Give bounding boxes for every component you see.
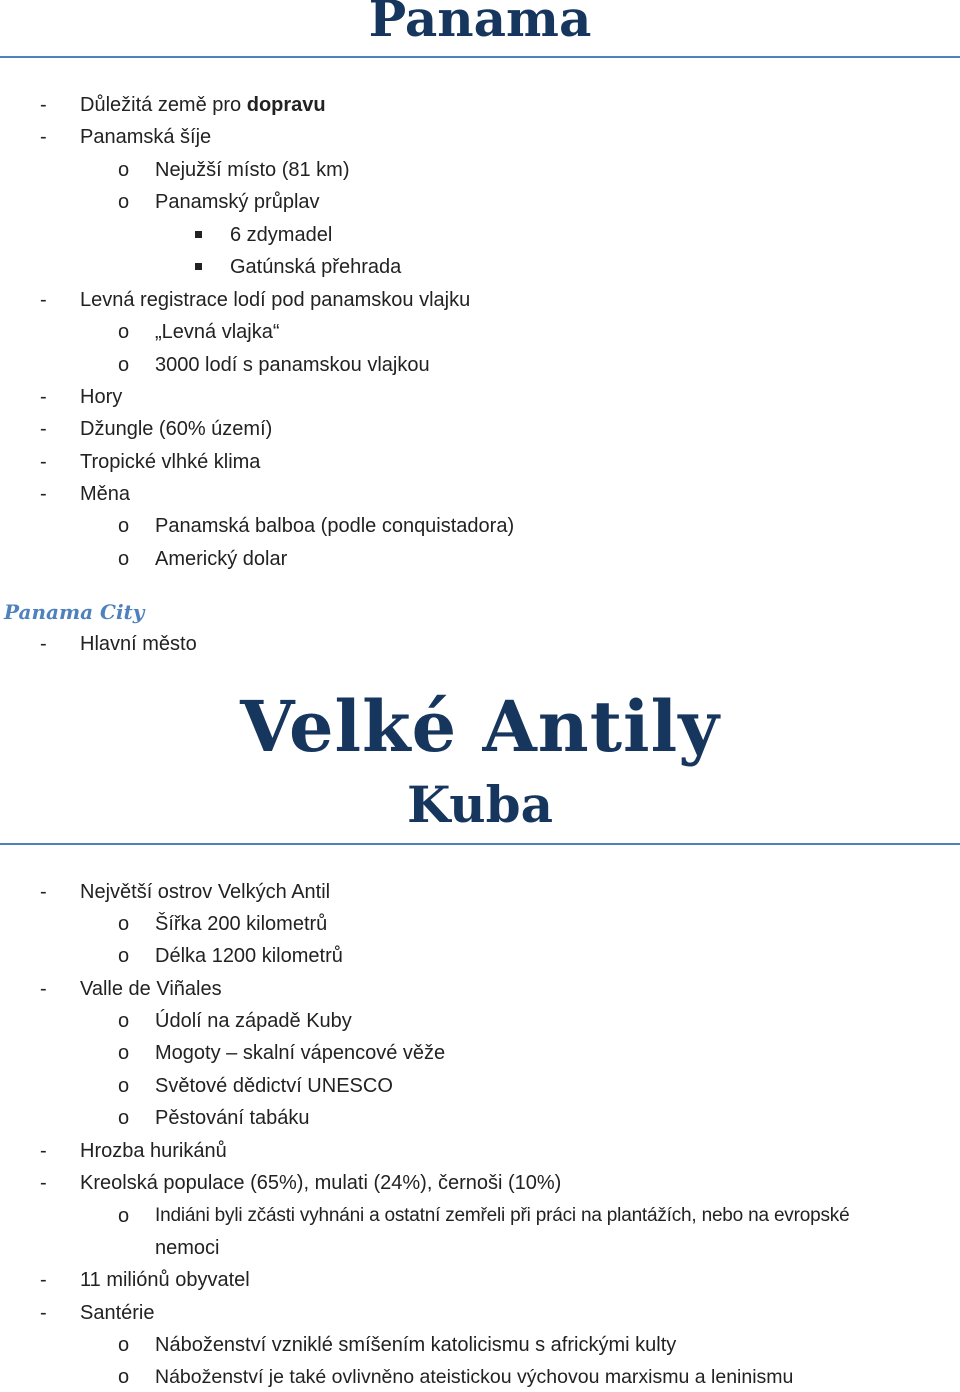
- list-item-text: nemoci: [155, 1237, 220, 1259]
- title-underline: [0, 56, 960, 58]
- list-item-text: Indiáni byli zčásti vyhnáni a ostatní zemřeli při práci na plantážích, nebo na evropské: [155, 1205, 850, 1226]
- section-subheading: Panama City: [4, 600, 145, 624]
- circle-bullet: o: [118, 913, 130, 935]
- circle-bullet: o: [118, 354, 130, 376]
- circle-bullet: o: [118, 548, 130, 570]
- list-item-text: Džungle (60% území): [80, 418, 273, 440]
- list-item-text: Kreolská populace (65%), mulati (24%), černoši (10%): [80, 1172, 562, 1194]
- circle-bullet: o: [118, 1010, 130, 1032]
- dash-bullet: -: [40, 633, 47, 655]
- list-item-text: Panamský průplav: [155, 191, 320, 213]
- circle-bullet: o: [118, 1107, 130, 1129]
- circle-bullet: o: [118, 1366, 130, 1388]
- list-item-text: Panamská šíje: [80, 126, 212, 148]
- list-item-text: Hrozba hurikánů: [80, 1140, 227, 1162]
- list-item-text: Náboženství je také ovlivněno ateistickou výchovou marxismu a leninismu: [155, 1366, 794, 1388]
- circle-bullet: o: [118, 515, 130, 537]
- list-item-text: Levná registrace lodí pod panamskou vlajku: [80, 289, 471, 311]
- dash-bullet: -: [40, 1269, 47, 1291]
- list-item-text: Gatúnská přehrada: [230, 256, 402, 278]
- list-item-text: 6 zdymadel: [230, 224, 333, 246]
- circle-bullet: o: [118, 159, 130, 181]
- dash-bullet: -: [40, 483, 47, 505]
- dash-bullet: -: [40, 418, 47, 440]
- list-item-text: Santérie: [80, 1302, 155, 1324]
- list-item-text: Panamská balboa (podle conquistadora): [155, 515, 515, 537]
- list-item-text: Hlavní město: [80, 633, 197, 655]
- dash-bullet: -: [40, 1140, 47, 1162]
- list-item-text: 3000 lodí s panamskou vlajkou: [155, 354, 430, 376]
- list-item-text: 11 miliónů obyvatel: [80, 1269, 250, 1291]
- list-item-text: Světové dědictví UNESCO: [155, 1075, 393, 1097]
- circle-bullet: o: [118, 1205, 130, 1227]
- circle-bullet: o: [118, 191, 130, 213]
- dash-bullet: -: [40, 126, 47, 148]
- dash-bullet: -: [40, 386, 47, 408]
- list-item-text: Americký dolar: [155, 548, 288, 570]
- list-item-text: Mogoty – skalní vápencové věže: [155, 1042, 446, 1064]
- title-underline: [0, 843, 960, 845]
- dash-bullet: -: [40, 978, 47, 1000]
- list-item-text: „Levná vlajka“: [155, 321, 280, 343]
- square-bullet-icon: [195, 231, 202, 238]
- list-item-text: Největší ostrov Velkých Antil: [80, 881, 331, 903]
- dash-bullet: -: [40, 451, 47, 473]
- section-title: Velké Antily: [240, 685, 720, 768]
- list-item-text: Délka 1200 kilometrů: [155, 945, 343, 967]
- list-item-text: Pěstování tabáku: [155, 1107, 310, 1129]
- circle-bullet: o: [118, 1334, 130, 1356]
- circle-bullet: o: [118, 945, 130, 967]
- section-subtitle: Kuba: [406, 775, 554, 834]
- list-item-text: Náboženství vzniklé smíšením katolicismu s africkými kulty: [155, 1334, 677, 1356]
- circle-bullet: o: [118, 321, 130, 343]
- list-item-text: Tropické vlhké klima: [80, 451, 261, 473]
- list-item-text: Valle de Viñales: [80, 978, 222, 1000]
- list-item-text: Údolí na západě Kuby: [155, 1010, 352, 1032]
- page-title: Panama: [368, 0, 592, 48]
- list-item-text: Důležitá země pro: [80, 94, 247, 116]
- list-item-text: Hory: [80, 386, 123, 408]
- list-item-text: Měna: [80, 483, 131, 505]
- dash-bullet: -: [40, 881, 47, 903]
- bold-text: dopravu: [246, 94, 326, 116]
- dash-bullet: -: [40, 1172, 47, 1194]
- dash-bullet: -: [40, 289, 47, 311]
- circle-bullet: o: [118, 1042, 130, 1064]
- list-item-text: Nejužší místo (81 km): [155, 159, 350, 181]
- dash-bullet: -: [40, 94, 47, 116]
- list-item-text: Šířka 200 kilometrů: [155, 913, 328, 935]
- circle-bullet: o: [118, 1075, 130, 1097]
- square-bullet-icon: [195, 263, 202, 270]
- dash-bullet: -: [40, 1302, 47, 1324]
